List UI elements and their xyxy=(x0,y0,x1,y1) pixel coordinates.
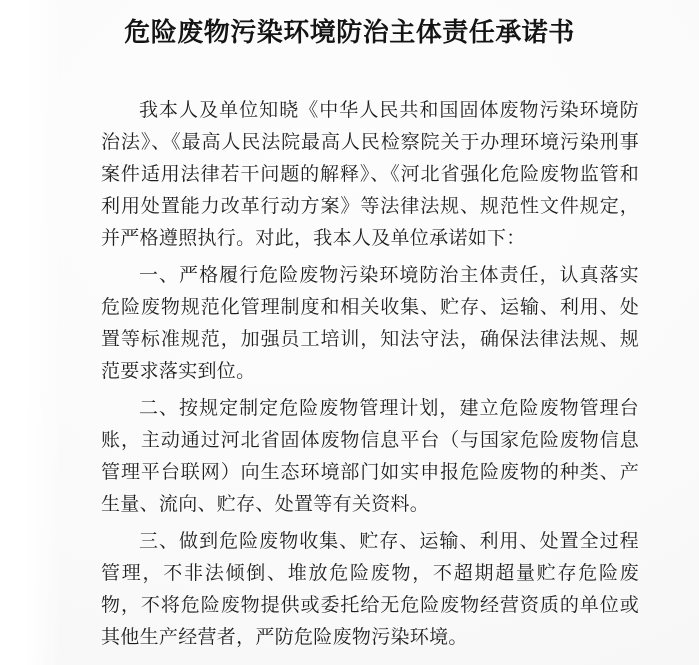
document-body xyxy=(101,95,639,654)
paragraph-intro: 我本人及单位知晓《中华人民共和国固体废物污染环境防治法》、《最高人民法院最高人民检察院关于办理环境污染刑事案件适用法律若干问题的解释》、《河北省强化危险废物监管和利用处置能力改革行动方案》等法律法规、规范性文件规定，并严格遵照执行。对此，我本人及单位承诺如下： xyxy=(101,100,639,249)
paragraph-commitment-3: 三、做到危险废物收集、贮存、运输、利用、处置全过程管理，不非法倾倒、堆放危险废物，不超期超量贮存危险废物，不将危险废物提供或委托给无危险废物经营资质的单位或其他生产经营者，严防危险废物污染环境。 xyxy=(101,531,639,648)
document-title: 危险废物污染环境防治主体责任承诺书 xyxy=(124,18,575,47)
paragraph-commitment-1: 一、严格履行危险废物污染环境防治主体责任，认真落实危险废物规范化管理制度和相关收集、贮存、运输、利用、处置等标准规范，加强员工培训，知法守法，确保法律法规、规范要求落实到位。 xyxy=(101,265,639,382)
paragraph-commitment-2: 二、按规定制定危险废物管理计划，建立危险废物管理台账，主动通过河北省固体废物信息平台（与国家危险废物信息管理平台联网）向生态环境部门如实申报危险废物的种类、产生量、流向、贮存、处置等有关资料。 xyxy=(101,398,639,515)
